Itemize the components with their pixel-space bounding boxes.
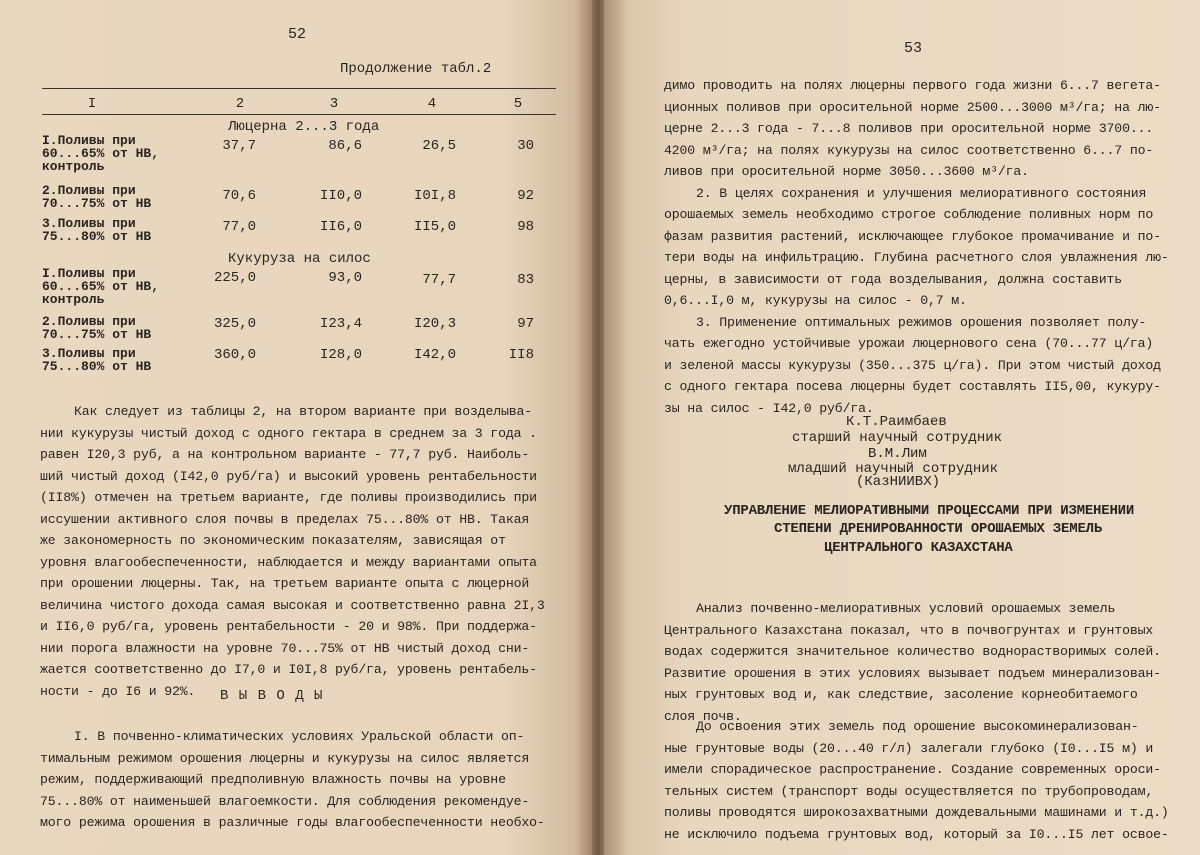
table-row-label: 2.Поливы при 70...75% от НВ (42, 314, 152, 342)
author-position: старший научный сотрудник (792, 430, 1003, 446)
text-line: иссушении активного слоя почвы в пределах 75...80% от НВ. Такая (40, 511, 530, 527)
table-cell: I28,0 (319, 347, 362, 363)
text-line: 4200 м³/га; на полях кукурузы на силос соответственно 6...7 по- (664, 142, 1154, 158)
table-cell: 86,6 (328, 138, 362, 154)
text-line: и зеленой массы кукурузы (350...375 ц/га). При этом чистый доход (664, 357, 1161, 373)
text-line: поливы проводятся широкозахватными дождевальными машинами и т.д.) (664, 805, 1169, 820)
table-cell: II6,0 (319, 219, 362, 235)
text-line: не исключило подъема грунтовых вод, который за I0...I5 лет освое- (664, 826, 1169, 842)
table-cell: 225,0 (213, 270, 256, 286)
table-cell: 325,0 (213, 316, 256, 332)
text-line: ности - до I6 и 92%. (40, 683, 196, 699)
table-header-1: I (87, 96, 97, 112)
author-position: младший научный сотрудник (788, 461, 999, 477)
page-number: 52 (288, 26, 307, 43)
table-header-3: 3 (329, 96, 339, 112)
text-line: уровня влагообеспеченности, наблюдается и между вариантами опыта (40, 554, 537, 570)
table-cell: 37,7 (222, 138, 256, 154)
table-row-label: I.Поливы при 60...65% от НВ, контроль (42, 133, 160, 174)
left-page (0, 0, 592, 855)
text-line: Развитие орошения в этих условиях вызывает подъем минерализован- (664, 665, 1161, 681)
text-line: равен I20,3 руб, а на контрольном варианте - 77,7 руб. Наиболь- (40, 447, 530, 462)
text-line: зы на силос - I42,0 руб/га. (664, 400, 874, 416)
text-line: 3. Применение оптимальных режимов орошения позволяет полу- (696, 314, 1147, 330)
article-title: ЦЕНТРАЛЬНОГО КАЗАХСТАНА (824, 540, 1013, 556)
text-line: Как следует из таблицы 2, на втором варианте при возделыва- (74, 404, 533, 419)
text-line: слоя почв. (664, 708, 742, 724)
table-cell: 70,6 (222, 188, 256, 204)
text-line: водах содержится значительное количество воднорастворимых солей. (664, 644, 1161, 659)
table-cell: II0,0 (319, 188, 362, 204)
table-cell: 30 (517, 138, 534, 154)
text-line: мого режима орошения в различные годы влагообеспеченности необхо- (40, 815, 545, 830)
text-line: и II6,0 руб/га, уровень рентабельности - 20 и 98%. При поддержа- (40, 619, 537, 634)
table-cell: 92 (517, 188, 534, 204)
text-line: нии кукурузы чистый доход с одного гектара в среднем за 3 года . (40, 425, 537, 441)
text-line: I. В почвенно-климатических условиях Уральской области оп- (74, 729, 525, 744)
text-line: До освоения этих земель под орошение высокоминерализован- (696, 719, 1139, 734)
table-cell: I0I,8 (413, 188, 456, 204)
table-cell: 77,7 (422, 272, 456, 288)
article-title: УПРАВЛЕНИЕ МЕЛИОРАТИВНЫМИ ПРОЦЕССАМИ ПРИ ИЗМЕНЕНИИ (724, 503, 1135, 519)
text-line: орошаемых земель необходимо строгое соблюдение поливных норм по (664, 207, 1154, 222)
text-line: с одного гектара посева люцерны будет составлять II5,00, кукуру- (664, 379, 1161, 394)
table-cell: 360,0 (213, 347, 256, 363)
table-cell: 83 (517, 272, 534, 288)
section-heading: В Ы В О Д Ы (220, 688, 324, 704)
text-line: Центрального Казахстана показал, что в почвогрунтах и грунтовых (664, 622, 1154, 638)
table-header-4: 4 (427, 96, 437, 112)
page-number: 53 (904, 40, 923, 57)
text-line: (II8%) отмечен на третьем варианте, где поливы производились при (40, 490, 537, 505)
text-line: ные грунтовые воды (20...40 г/л) залегали глубоко (I0...I5 м) и (664, 740, 1154, 756)
table-top-rule (42, 88, 556, 89)
text-line: тимальным режимом орошения люцерны и кукурузы на силос является (40, 750, 530, 766)
table-row-label: 3.Поливы при 75...80% от НВ (42, 216, 152, 244)
table-caption: Продолжение табл.2 (340, 61, 492, 77)
table-cell: I23,4 (319, 316, 362, 332)
table-cell: II8 (508, 347, 534, 363)
text-line: Анализ почвенно-мелиоративных условий орошаемых земель (696, 601, 1116, 616)
text-line: церны, в зависимости от года возделывания, должна составить (664, 271, 1123, 287)
text-line: ший чистый доход (I42,0 руб/га) и высокий уровень рентабельности (40, 468, 537, 484)
text-line: тери воды на инфильтрацию. Глубина расчетного слоя увлажнения лю- (664, 250, 1169, 265)
table-cell: 26,5 (422, 138, 456, 154)
table-cell: 97 (517, 316, 534, 332)
author-name: В.М.Лим (868, 446, 927, 462)
group-title-alfalfa: Люцерна 2...3 года (228, 119, 380, 135)
text-line: режим, поддерживающий предполивную влажность почвы на уровне (40, 772, 506, 787)
institution: (КазНИИВХ) (856, 474, 941, 490)
text-line: 75...80% от наименьшей влагоемкости. Для соблюдения рекомендуе- (40, 793, 530, 809)
text-line: ливов при оросительной норме 3050...3600 м³/га. (664, 164, 1029, 179)
table-cell: 77,0 (222, 219, 256, 235)
text-line: фазам развития растений, исключающее глубокое промачивание и по- (664, 228, 1161, 244)
text-line: ных грунтовых вод и, как следствие, засоление корнеобитаемого (664, 687, 1138, 702)
table-header-2: 2 (235, 96, 245, 112)
text-line: имели спорадическое распространение. Создание современных ороси- (664, 762, 1161, 777)
table-cell: I42,0 (413, 347, 456, 363)
text-line: величина чистого дохода самая высокая и соответственно равна 2I,3 (40, 597, 545, 613)
text-line: церне 2...3 года - 7...8 поливов при оросительной норме 3700... (664, 121, 1154, 136)
text-line: же закономерность по экономическим показателям, зависящая от (40, 533, 506, 548)
text-line: 0,6...I,0 м, кукурузы на силос - 0,7 м. (664, 293, 967, 308)
right-page (604, 0, 1200, 855)
table-row-label: I.Поливы при 60...65% от НВ, контроль (42, 266, 160, 307)
table-row-label: 3.Поливы при 75...80% от НВ (42, 346, 152, 374)
table-header-rule (42, 114, 556, 115)
book-gutter (592, 0, 604, 855)
text-line: при орошении люцерны. Так, на третьем варианте опыта с люцерной (40, 576, 530, 591)
article-title: СТЕПЕНИ ДРЕНИРОВАННОСТИ ОРОШАЕМЫХ ЗЕМЕЛЬ (774, 521, 1103, 537)
group-title-corn: Кукуруза на силос (228, 251, 371, 267)
table-header-5: 5 (513, 96, 523, 112)
table-cell: 93,0 (328, 270, 362, 286)
text-line: тельных систем (транспорт воды осуществляется по трубопроводам, (664, 783, 1154, 799)
text-line: жается соответственно до I7,0 и I0I,8 руб/га, уровень рентабель- (40, 662, 537, 677)
text-line: 2. В целях сохранения и улучшения мелиоративного состояния (696, 185, 1147, 201)
table-cell: II5,0 (413, 219, 456, 235)
table-cell: 98 (517, 219, 534, 235)
table-row-label: 2.Поливы при 70...75% от НВ (42, 183, 152, 211)
text-line: чать ежегодно устойчивые урожаи люцернового сена (70...77 ц/га) (664, 336, 1154, 351)
text-line: ционных поливов при оросительной норме 2500...3000 м³/га; на лю- (664, 99, 1161, 115)
table-cell: I20,3 (413, 316, 456, 332)
author-name: К.Т.Раимбаев (846, 414, 947, 430)
text-line: нии порога влажности на уровне 70...75% от НВ чистый доход сни- (40, 640, 530, 656)
text-line: димо проводить на полях люцерны первого года жизни 6...7 вегета- (664, 78, 1161, 93)
